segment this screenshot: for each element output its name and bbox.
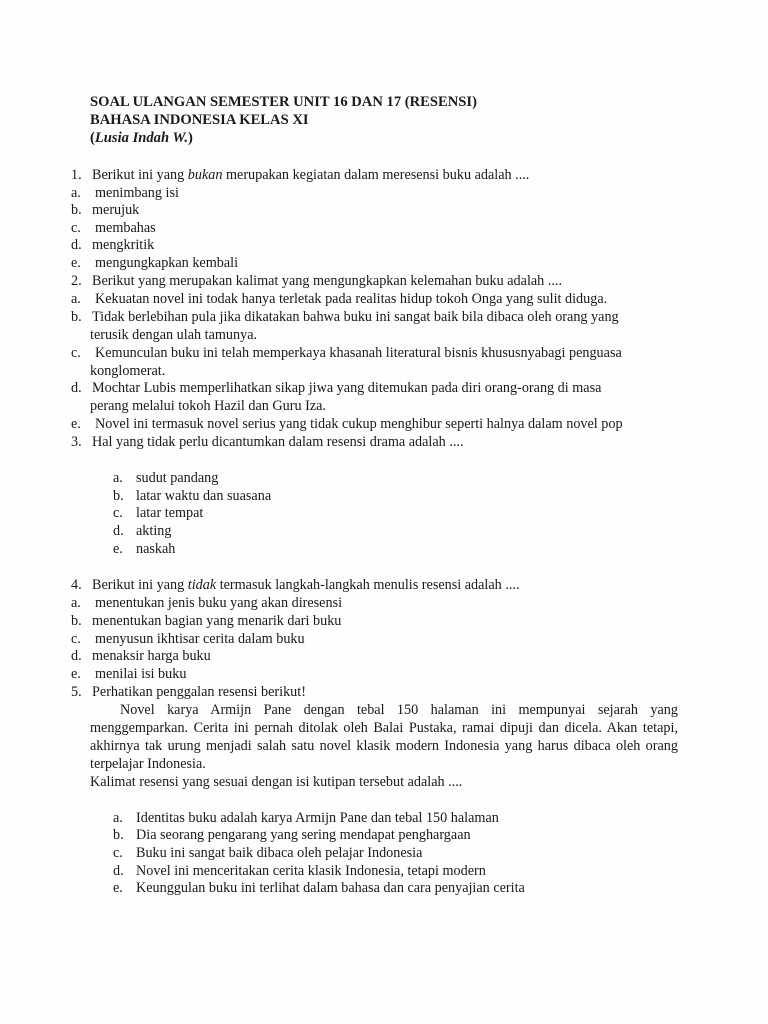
document-page: SOAL ULANGAN SEMESTER UNIT 16 DAN 17 (RESENSI) BAHASA INDONESIA KELAS XI (Lusia Indah W.) 1. Berikut ini yang bukan merupakan kegiatan dalam meresensi buku adalah .... a. menimbang isi b. merujuk c. membahas d. mengkritik e. mengungkapkan kembali 2. Berikut yang merupakan kalimat yang mengungkapkan kelemahan buku adalah .... a. Kekuatan novel ini todak hanya terletak pada realitas hidup tokoh Onga yang sulit diduga. b. Tidak berlebihan pula jika dikatakan bahwa buku ini sangat baik bila dibaca oleh orang yang terusik dengan ulah tamunya. c. Kemunculan buku ini telah memperkaya khasanah literatural bisnis khususnyabagi penguasa konglomerat. d. Mochtar Lubis memperlihatkan sikap jiwa yang ditemukan pada diri orang-orang di masa perang melalui tokoh Hazil dan Guru Iza. e. Novel ini termasuk novel serius yang tidak cukup menghibur seperti halnya dalam novel pop 3. Hal yang tidak perlu dicantumkan dalam resensi drama adalah .... a. sudut pandang b. latar waktu dan suasana c. latar tempat d. akting e. naskah 4. Berikut ini yang tidak termasuk langkah-langkah menulis resensi adalah .... a. menentukan jenis buku yang akan diresensi b. menentukan bagian yang menarik dari buku c. menyusun ikhtisar cerita dalam buku d. menaksir harga buku e. menilai isi buku 5. Perhatikan penggalan resensi berikut! Novel karya Armijn Pane dengan tebal 150 halaman ini mempunyai sejarah yang menggemparkan. Cerita ini pernah ditolak oleh Balai Pustaka, ramai dipuji dan dicela. Akan tetapi, akhirnya tak urung menjadi salah satu novel klasik modern Indonesia yang harus dibaca oleh orang terpelajar Indonesia. Kalimat resensi yang sesuai dengan isi kutipan tersebut adalah .... a. Identitas buku adalah karya Armijn Pane dan tebal 150 halaman b. Dia seorang pengarang yang sering mendapat penghargaan c. Buku ini sangat baik dibaca oleh pelajar Indonesia d. Novel ini menceritakan cerita klasik Indonesia, tetapi modern e. Keunggulan buku ini terlihat dalam bahasa dan cara penyajian cerita (0, 0, 768, 1024)
question-number: 2. (71, 273, 82, 289)
author-line: (Lusia Indah W.) (90, 130, 193, 146)
question-number: 1. (71, 167, 82, 183)
question-stem: Hal yang tidak perlu dicantumkan dalam resensi drama adalah .... (92, 434, 464, 450)
option-2b-continued: terusik dengan ulah tamunya. (90, 327, 258, 343)
passage-line-1: Novel karya Armijn Pane dengan tebal 150 halaman ini mempunyai sejarah yang (120, 702, 678, 718)
question-prompt: Kalimat resensi yang sesuai dengan isi kutipan tersebut adalah .... (90, 774, 463, 790)
option-2d-continued: perang melalui tokoh Hazil dan Guru Iza. (90, 398, 326, 414)
document-title: SOAL ULANGAN SEMESTER UNIT 16 DAN 17 (RESENSI) (90, 94, 477, 110)
review-excerpt-passage (90, 701, 678, 791)
passage-line-4: terpelajar Indonesia. (90, 756, 206, 772)
question-stem: Berikut yang merupakan kalimat yang mengungkapkan kelemahan buku adalah .... (92, 273, 563, 289)
question-number: 3. (71, 434, 82, 450)
question-stem: Berikut ini yang bukan merupakan kegiatan dalam meresensi buku adalah .... (92, 167, 530, 183)
passage-line-2: menggemparkan. Cerita ini pernah ditolak oleh Balai Pustaka, ramai dipuji dan dicela. Akan tetapi, (90, 720, 678, 736)
document-subtitle: BAHASA INDONESIA KELAS XI (90, 112, 309, 128)
question-stem: Perhatikan penggalan resensi berikut! (92, 684, 306, 700)
question-stem: Berikut ini yang tidak termasuk langkah-langkah menulis resensi adalah .... (92, 577, 520, 593)
passage-line-3: akhirnya tak urung menjadi salah satu novel klasik modern Indonesia yang harus dibaca oleh orang (90, 738, 678, 754)
question-number: 4. (71, 577, 82, 593)
author-name: Lusia Indah W. (94, 130, 189, 146)
question-number: 5. (71, 684, 82, 700)
option-2c-continued: konglomerat. (90, 363, 166, 379)
